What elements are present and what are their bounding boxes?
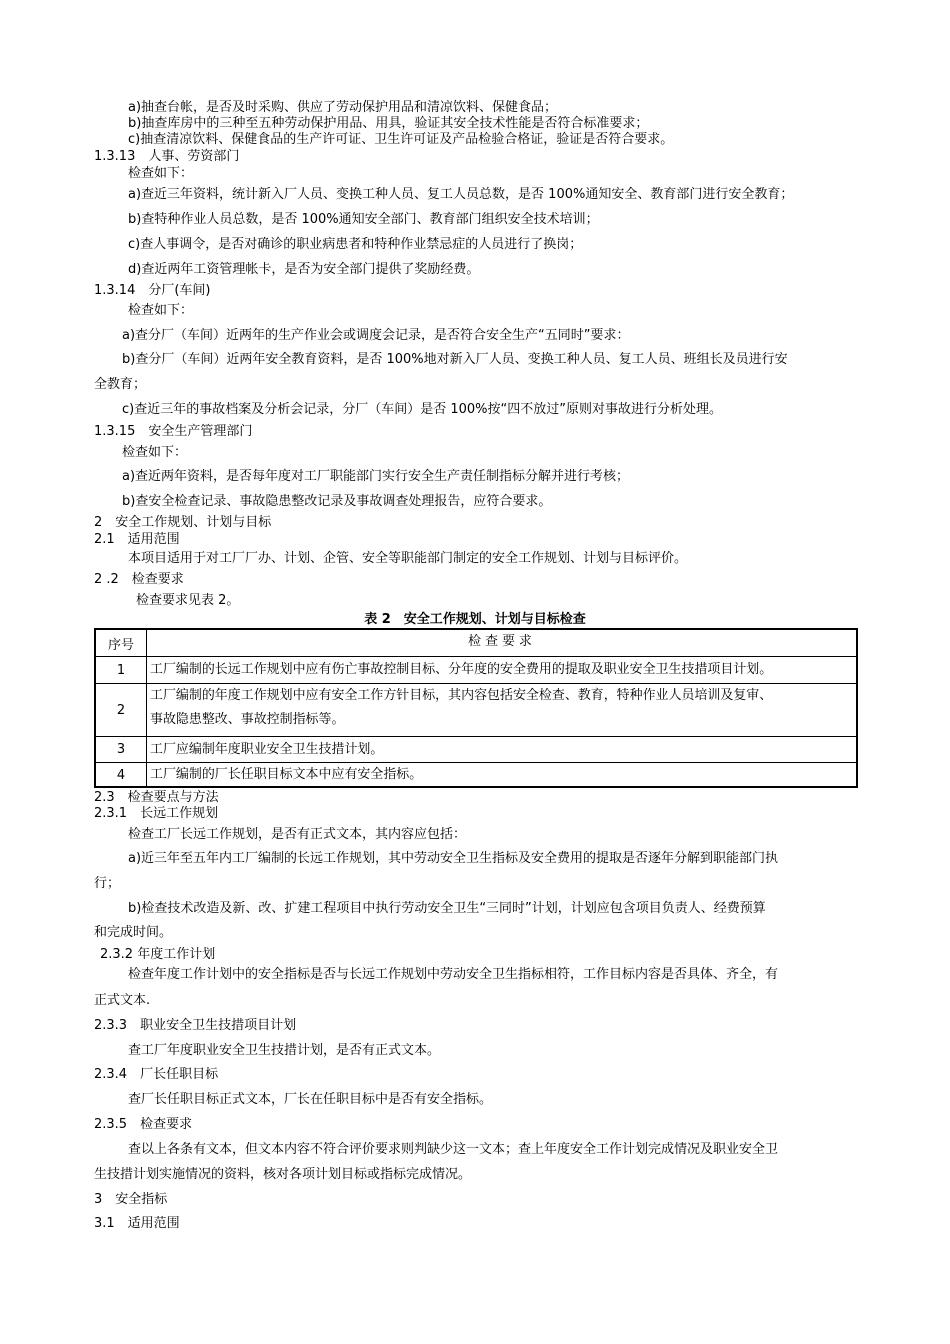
section-heading: 1.3.15 安全生产管理部门 [94,424,253,439]
section-heading: 2.3.1 长远工作规划 [94,806,219,821]
section-heading: 3 安全指标 [94,1192,168,1207]
row-text-line: 工厂编制的年度工作规划中应有安全工作方针目标，其内容包括安全检查、教育，特种作业人员培训及复审、 [149,688,773,703]
text-line: 检查工厂长远工作规划，是否有正式文本，其内容应包括： [128,827,467,842]
text-line: b)检查技术改造及新、改、扩建工程项目中执行劳动安全卫生“三同时”计划，计划应包含项目负责人、经费预算 [128,901,766,916]
table-title: 表 2 安全工作规划、计划与目标检查 [364,612,586,627]
text-line: a)查分厂（车间）近两年的生产作业会或调度会记录，是否符合安全生产“五同时”要求： [122,328,630,343]
text-line: 正式文本. [94,993,151,1008]
row-no: 4 [96,763,147,787]
text-line: 生技措计划实施情况的资料，核对各项计划目标或指标完成情况。 [94,1167,472,1182]
row-no: 1 [96,657,147,683]
text-line: 检查要求见表 2。 [136,593,240,608]
text-line: 检查年度工作计划中的安全指标是否与长远工作规划中劳动安全卫生指标相符，工作目标内容是否具体、齐全，有 [128,967,779,982]
row-no: 3 [96,737,147,762]
requirements-table [94,628,858,788]
header-no: 序号 [96,630,147,656]
text-line: a)抽查台帐，是否及时采购、供应了劳动保护用品和清凉饮料、保健食品； [128,100,558,115]
table-row [96,762,856,787]
text-line: 全教育； [94,377,147,392]
section-heading: 2.3.2 年度工作计划 [100,947,216,962]
row-no: 2 [96,684,147,736]
section-heading: 2.3.4 厂长任职目标 [94,1067,219,1082]
text-line: c)抽查清凉饮料、保健食品的生产许可证、卫生许可证及产品检验合格证，验证是否符合要求。 [128,132,674,147]
text-line: c)查近三年的事故档案及分析会记录，分厂（车间）是否 100%按“四不放过”原则对事故进行分析处理。 [122,402,722,417]
table-row [96,683,856,736]
section-heading: 3.1 适用范围 [94,1216,180,1231]
row-text-line: 事故隐患整改、事故控制指标等。 [149,712,345,727]
text-line: 检查如下： [128,303,194,318]
text-line: a)查近两年资料，是否每年度对工厂职能部门实行安全生产责任制指标分解并进行考核； [122,469,630,484]
header-requirement: 检查要求 [468,634,536,649]
section-heading: 1.3.13 人事、劳资部门 [94,149,240,164]
section-heading: 2.1 适用范围 [94,532,180,547]
section-heading: 2.3.5 检查要求 [94,1117,193,1132]
text-line: b)查特种作业人员总数，是否 100%通知安全部门、教育部门组织安全技术培训； [128,212,599,227]
text-line: a)查近三年资料，统计新入厂人员、变换工种人员、复工人员总数，是否 100%通知安全、教育部门进行安全教育； [128,187,794,202]
text-line: 本项目适用于对工厂厂办、计划、企管、安全等职能部门制定的安全工作规划、计划与目标评价。 [128,551,688,566]
text-line: b)查安全检查记录、事故隐患整改记录及事故调查处理报告，应符合要求。 [122,494,552,509]
row-text-multiline [147,684,854,736]
row-text: 工厂应编制年度职业安全卫生技措计划。 [149,741,384,757]
text-line: 查以上各条有文本，但文本内容不符合评价要求则判缺少这一文本；查上年度安全工作计划完成情况及职业安全卫 [128,1142,779,1157]
text-line: 检查如下： [128,166,194,181]
text-line: 查工厂年度职业安全卫生技措计划，是否有正式文本。 [128,1043,441,1058]
section-heading: 2 安全工作规划、计划与目标 [94,515,272,530]
text-line: 和完成时间。 [94,925,173,940]
text-line: c)查人事调令，是否对确诊的职业病患者和特种作业禁忌症的人员进行了换岗； [128,237,583,252]
text-line: b)抽查库房中的三种至五种劳动保护用品、用具，验证其安全技术性能是否符合标准要求； [128,116,649,131]
text-line: 查厂长任职目标正式文本，厂长在任职目标中是否有安全指标。 [128,1092,493,1107]
section-heading: 2.3 检查要点与方法 [94,790,219,805]
text-line: b)查分厂（车间）近两年安全教育资料，是否 100%地对新入厂人员、变换工种人员、复工人员、班组长及员进行安 [122,352,788,367]
table-row [96,736,856,762]
section-heading: 1.3.14 分厂(车间) [94,283,211,298]
table-header-row [96,630,856,656]
table-row [96,656,856,683]
text-line: 行； [94,876,121,891]
row-text: 工厂编制的厂长任职目标文本中应有安全指标。 [149,767,423,782]
section-heading: 2 .2 检查要求 [94,572,184,587]
text-line: a)近三年至五年内工厂编制的长远工作规划，其中劳动安全卫生指标及安全费用的提取是否逐年分解到职能部门执 [128,851,779,866]
row-text: 工厂编制的长远工作规划中应有伤亡事故控制目标、分年度的安全费用的提取及职业安全卫生技措项目计划。 [149,662,773,677]
text-line: d)查近两年工资管理帐卡，是否为安全部门提供了奖励经费。 [128,262,480,277]
text-line: 检查如下： [122,445,188,460]
section-heading: 2.3.3 职业安全卫生技措项目计划 [94,1018,297,1033]
